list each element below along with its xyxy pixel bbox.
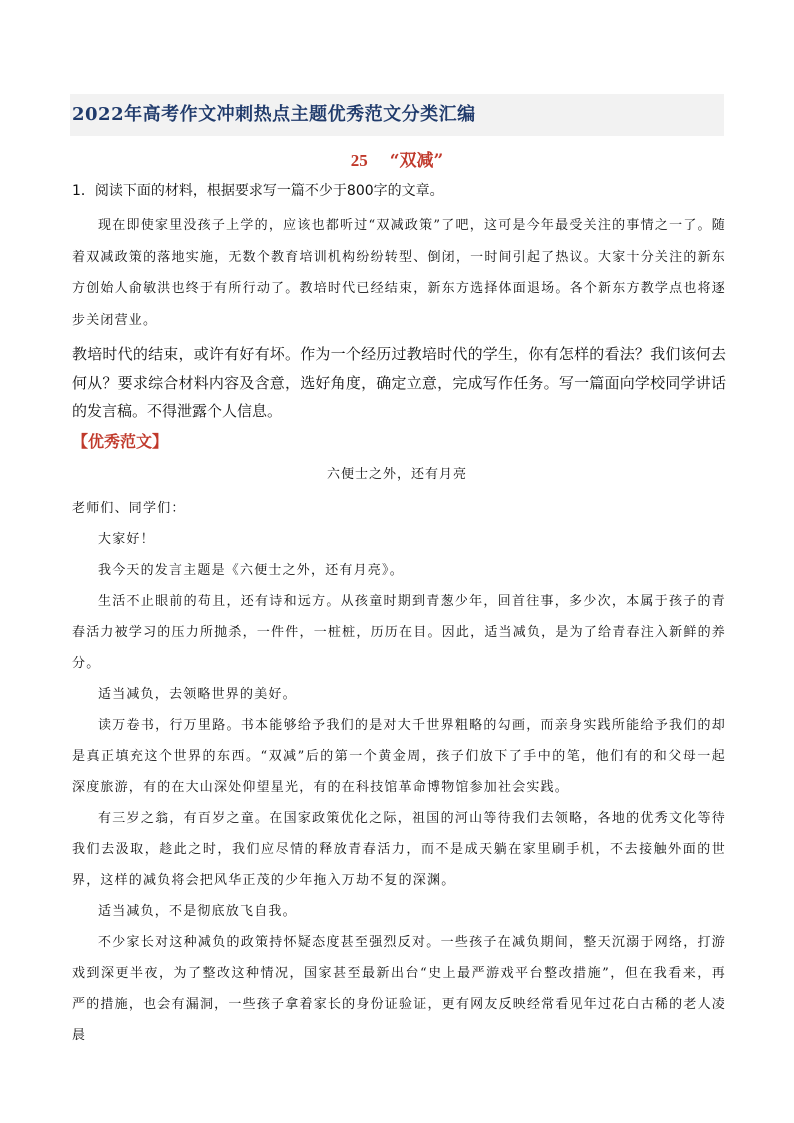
essay-salutation: 老师们、同学们：: [72, 501, 186, 516]
essay-paragraph: 不少家长对这种减负的政策持怀疑态度甚至强烈反对。一些孩子在减负期间，整天沉溺于网络，打游戏到深更半夜，为了整改这种情况，国家甚至最新出台“史上最严游戏平台整改措施”，但在我看来，再严的措施，也会有漏洞，一些孩子拿着家长的身份证验证，更有网友反映经常看见年过花白古稀的老人凌晨: [72, 935, 726, 1043]
excellent-essay-tag: 【优秀范文】: [72, 432, 169, 451]
essay-paragraph: 有三岁之翁，有百岁之童。在国家政策优化之际，祖国的河山等待我们去领略，各地的优秀文化等待我们去汲取，趁此之时，我们应尽情的释放青春活力，而不是成天躺在家里刷手机，不去接触外面的世界，这样的减负将会把风华正茂的少年拖入万劫不复的深渊。: [72, 811, 726, 888]
requirement-text: 教培时代的结束，或许有好有坏。作为一个经历过教培时代的学生，你有怎样的看法？我们该何去何从？要求综合材料内容及含意，选好角度，确定立意，完成写作任务。写一篇面向学校同学讲话的发言稿。不得泄露个人信息。: [72, 345, 726, 420]
section-number: 25: [350, 151, 368, 170]
document-title: 2022年高考作文冲刺热点主题优秀范文分类汇编: [72, 104, 476, 125]
essay-paragraph: 适当减负，不是彻底放飞自我。: [98, 904, 297, 919]
requirement-block: [72, 340, 726, 426]
question-prompt: 1．阅读下面的材料，根据要求写一篇不少于800字的文章。: [72, 183, 444, 199]
essay-paragraph: 大家好！: [98, 532, 155, 547]
essay-paragraph: 读万卷书，行万里路。书本能够给予我们的是对大千世界粗略的勾画，而亲身实践所能给予我们的却是真正填充这个世界的东西。“双减”后的第一个黄金周，孩子们放下了手中的笔，他们有的和父母一起深度旅游，有的在大山深处仰望星光，有的在科技馆革命博物馆参加社会实践。: [72, 718, 726, 795]
section-heading: [0, 146, 794, 171]
essay-paragraph: 生活不止眼前的苟且，还有诗和远方。从孩童时期到青葱少年，回首往事，多少次，本属于孩子的青春活力被学习的压力所抛杀，一件件，一桩桩，历历在目。因此，适当减负，是为了给青春注入新鲜的养分。: [72, 594, 726, 671]
essay-paragraph: 我今天的发言主题是《六便士之外，还有月亮》。: [98, 563, 404, 578]
essay-paragraph: 适当减负，去领略世界的美好。: [98, 687, 297, 702]
section-title: “双减”: [389, 151, 444, 171]
material-paragraph: 现在即使家里没孩子上学的，应该也都听过“双减政策”了吧，这可是今年最受关注的事情之一了。随着双减政策的落地实施，无数个教育培训机构纷纷转型、倒闭，一时间引起了热议。大家十分关注的新东方创始人俞敏洪也终于有所行动了。教培时代已经结束，新东方选择体面退场。各个新东方教学点也将逐步关闭营业。: [72, 218, 726, 328]
essay-body: [72, 493, 726, 1051]
material-block: [72, 210, 726, 336]
header-banner: [70, 94, 724, 136]
essay-title: 六便士之外，还有月亮: [326, 467, 467, 482]
